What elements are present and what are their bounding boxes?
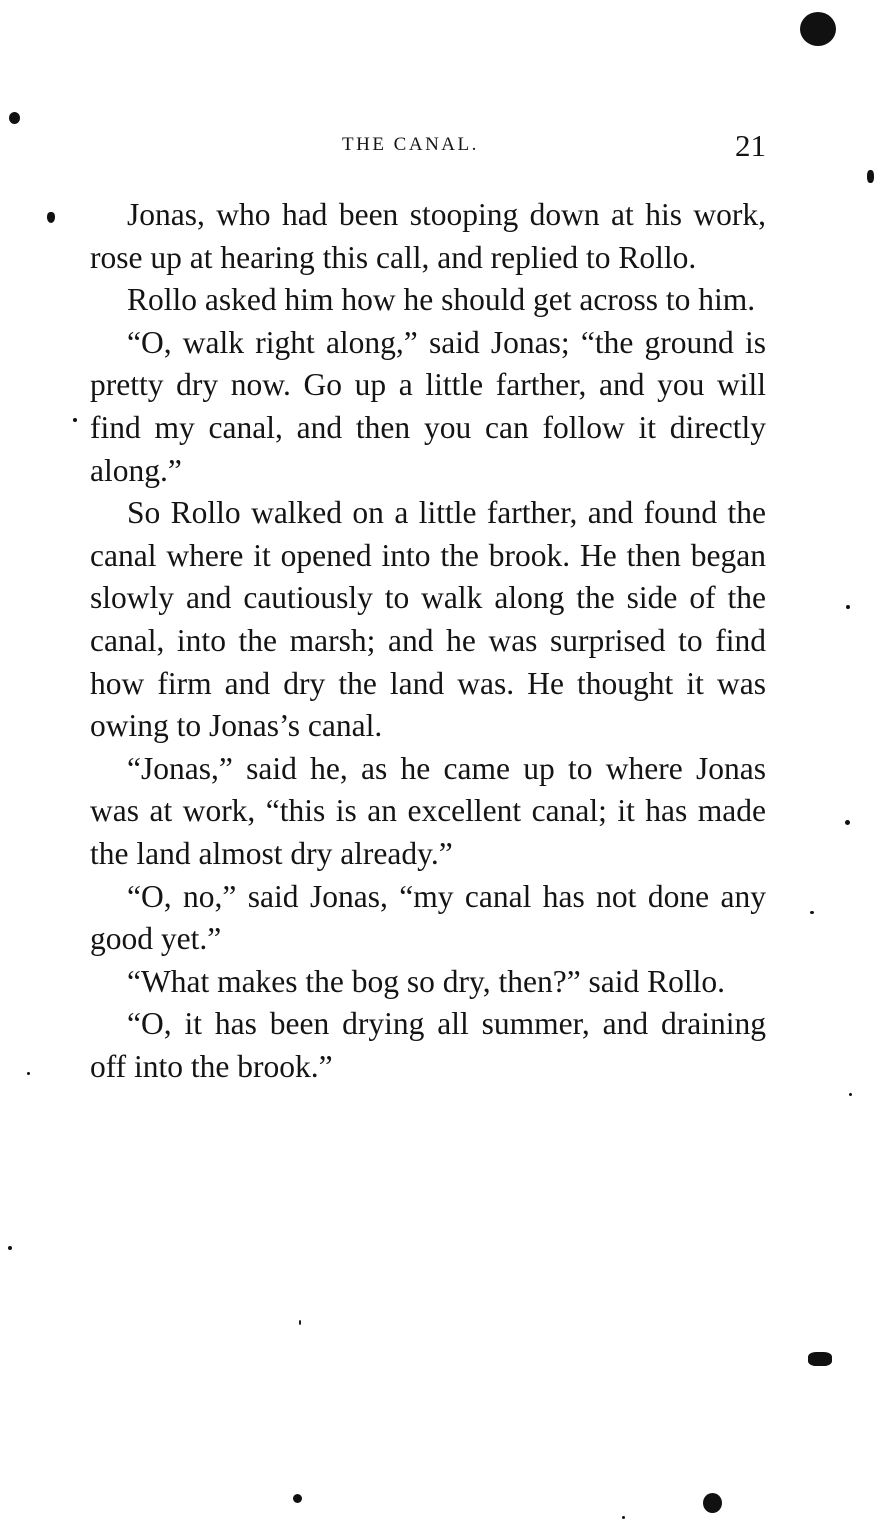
paragraph: “What makes the bog so dry, then?” said Rollo. bbox=[127, 963, 726, 999]
ink-blot bbox=[800, 12, 836, 46]
paragraph: Jonas, who had been stooping down at his work, rose up at hearing this call, and replied to Rollo. bbox=[90, 197, 766, 275]
running-title: THE CANAL. bbox=[342, 134, 479, 155]
paragraph: So Rollo walked on a little farther, and found the canal where it opened into the brook. He then began slowly and cautiously to walk along the side of the canal, into the marsh; and he was surprised to find how firm and dry the land was. He thought it was owing to Jonas’s canal. bbox=[90, 495, 766, 744]
paragraph: “O, it has been drying all summer, and draining off into the brook.” bbox=[90, 1006, 766, 1084]
ink-speck bbox=[810, 911, 814, 914]
paragraph: “O, no,” said Jonas, “my canal has not done any good yet.” bbox=[90, 878, 766, 957]
running-head bbox=[90, 128, 766, 168]
ink-smudge bbox=[808, 1352, 832, 1366]
ink-speck bbox=[47, 212, 55, 223]
page-number: 21 bbox=[735, 128, 766, 163]
ink-speck bbox=[9, 112, 20, 124]
ink-speck bbox=[845, 820, 850, 825]
ink-speck bbox=[27, 1072, 30, 1075]
ink-speck bbox=[299, 1320, 301, 1325]
ink-speck bbox=[849, 1093, 852, 1096]
paragraph: “O, walk right along,” said Jonas; “the ground is pretty dry now. Go up a little farther, and you will find my canal, and then you can follow it directly along.” bbox=[90, 324, 766, 488]
paragraph: “Jonas,” said he, as he came up to where Jonas was at work, “this is an excellent canal; it has made the land almost dry already.” bbox=[90, 750, 766, 871]
ink-speck bbox=[73, 418, 77, 422]
body-text bbox=[90, 194, 766, 1088]
ink-speck bbox=[293, 1494, 302, 1503]
ink-speck bbox=[846, 605, 850, 609]
ink-speck bbox=[622, 1516, 625, 1519]
ink-blot bbox=[703, 1493, 722, 1513]
paragraph: Rollo asked him how he should get across to him. bbox=[127, 282, 756, 318]
ink-speck bbox=[8, 1246, 12, 1250]
ink-speck bbox=[867, 170, 874, 183]
